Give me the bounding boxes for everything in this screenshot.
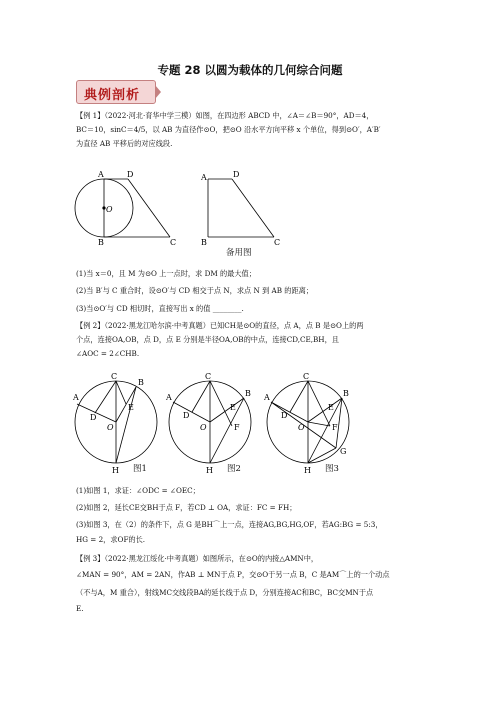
fig2-label-d: D bbox=[183, 411, 190, 420]
caption-figure-3: 图3 bbox=[325, 464, 339, 474]
backup-caption: 备用图 bbox=[226, 248, 252, 258]
caption-figure-2: 图2 bbox=[227, 464, 241, 474]
fig3-label-f: F bbox=[332, 423, 338, 432]
ex1-main-figure bbox=[75, 179, 170, 237]
badge-arrow bbox=[155, 85, 161, 99]
fig1-label-h: H bbox=[112, 466, 119, 475]
fig1-label-a: A bbox=[73, 393, 79, 402]
ex2-line-1: 【例 2】（2022·黑龙江哈尔滨·中考真题）已知CH是⊙O的直径，点 A，点 B 是⊙O上的两 bbox=[76, 321, 364, 330]
ex1-line-3: 为直径 AB 平移后的对应线段. bbox=[76, 139, 173, 148]
ex1-backup-figure bbox=[208, 179, 274, 237]
label-o: O bbox=[106, 205, 113, 214]
ex1-line-1: 【例 1】（2022·河北·育华中学三模）如图，在四边形 ABCD 中，∠A＝∠B＝90°，AD＝4， bbox=[76, 111, 374, 120]
backup-label-c: C bbox=[274, 238, 281, 247]
ex3-line-4: E. bbox=[76, 604, 84, 613]
ex1-line-2: BC＝10，sinC＝4/5，以 AB 为直径作⊙O，把⊙O 沿水平方向平移 x 个单位，得到⊙O′，A′B′ bbox=[76, 125, 381, 134]
fig3-label-a: A bbox=[264, 393, 270, 402]
label-d: D bbox=[127, 170, 134, 179]
ex2-question-3a: (3)如图 3，在（2）的条件下，点 G 是BH⌒上一点，连接AG,BG,HG,OF，若AG:BG = 5:3， bbox=[76, 520, 383, 529]
fig3-label-h: H bbox=[304, 466, 311, 475]
ex2-question-1: (1)如图 1，求证：∠ODC = ∠OEC； bbox=[76, 486, 200, 495]
fig3-label-d: D bbox=[281, 411, 288, 420]
fig2-label-c: C bbox=[205, 372, 212, 381]
label-c: C bbox=[170, 238, 177, 247]
fig3-label-b: B bbox=[343, 389, 349, 398]
fig2-label-o: O bbox=[200, 423, 207, 432]
ex1-question-3: (3)当⊙O′与 CD 相切时，直接写出 x 的值 ________. bbox=[76, 304, 244, 313]
page-title: 专题 28 以圆为载体的几何综合问题 bbox=[157, 63, 343, 77]
label-b: B bbox=[98, 238, 104, 247]
center-o-dot bbox=[103, 207, 105, 209]
fig2-label-h: H bbox=[206, 466, 213, 475]
ex2-line-2: 个点，连接OA,OB，点 D，点 E 分别是半径OA,OB的中点，连接CD,CE,BH，且 bbox=[76, 335, 339, 344]
ex3-line-1: 【例 3】（2022·黑龙江绥化·中考真题）如图所示，在⊙O的内接△AMN中， bbox=[76, 554, 319, 563]
segment-dc bbox=[128, 179, 170, 237]
ex1-figures bbox=[70, 165, 300, 245]
backup-label-d: D bbox=[233, 170, 240, 179]
ex3-line-2: ∠MAN = 90°，AM = 2AN，作AB ⊥ MN于点 P，交⊙O于另一点 B，C 是AM⌒上的一个动点 bbox=[76, 570, 390, 579]
fig1-label-d: D bbox=[90, 413, 97, 422]
fig3-label-c: C bbox=[303, 372, 310, 381]
ex1-question-1: (1)当 x＝0，且 M 为⊙O 上一点时，求 DM 的最大值； bbox=[76, 269, 256, 278]
backup-label-a: A bbox=[201, 173, 207, 182]
fig2-label-e: E bbox=[230, 403, 236, 412]
ex3-line-3: （不与A，M 重合），射线MC交线段BA的延长线于点 D，分别连接AC和BC，BC交MN于点 bbox=[76, 588, 374, 597]
fig2-label-b: B bbox=[245, 389, 251, 398]
ex1-question-2: (2)当 B′与 C 重合时，设⊙O′与 CD 相交于点 N，求点 N 到 AB 的距离； bbox=[76, 286, 314, 295]
fig1-label-c: C bbox=[111, 372, 118, 381]
caption-figure-1: 图1 bbox=[133, 464, 147, 474]
ex2-question-3b: HG = 2，求OF的长. bbox=[76, 535, 146, 544]
fig1-label-o: O bbox=[107, 423, 114, 432]
ex2-question-2: (2)如图 2，延长CE交BH于点 F，若CD ⊥ OA，求证：FC = FH； bbox=[76, 503, 297, 512]
fig1-label-b: B bbox=[138, 378, 144, 387]
label-a: A bbox=[98, 170, 104, 179]
backup-label-b: B bbox=[201, 238, 207, 247]
ex2-figure-2 bbox=[169, 381, 251, 463]
fig3-label-g: G bbox=[340, 447, 347, 456]
section-badge-label: 典例剖析 bbox=[84, 88, 141, 103]
fig1-label-e: E bbox=[128, 403, 134, 412]
fig3-label-o: O bbox=[298, 423, 305, 432]
ex2-figure-3 bbox=[267, 381, 349, 463]
fig2-label-f: F bbox=[234, 423, 240, 432]
ex2-line-3: ∠AOC = 2∠CHB. bbox=[76, 349, 140, 358]
ex2-figure-1 bbox=[75, 381, 157, 463]
section-badge bbox=[76, 80, 156, 104]
fig3-label-e: E bbox=[328, 403, 334, 412]
fig2-label-a: A bbox=[166, 393, 172, 402]
